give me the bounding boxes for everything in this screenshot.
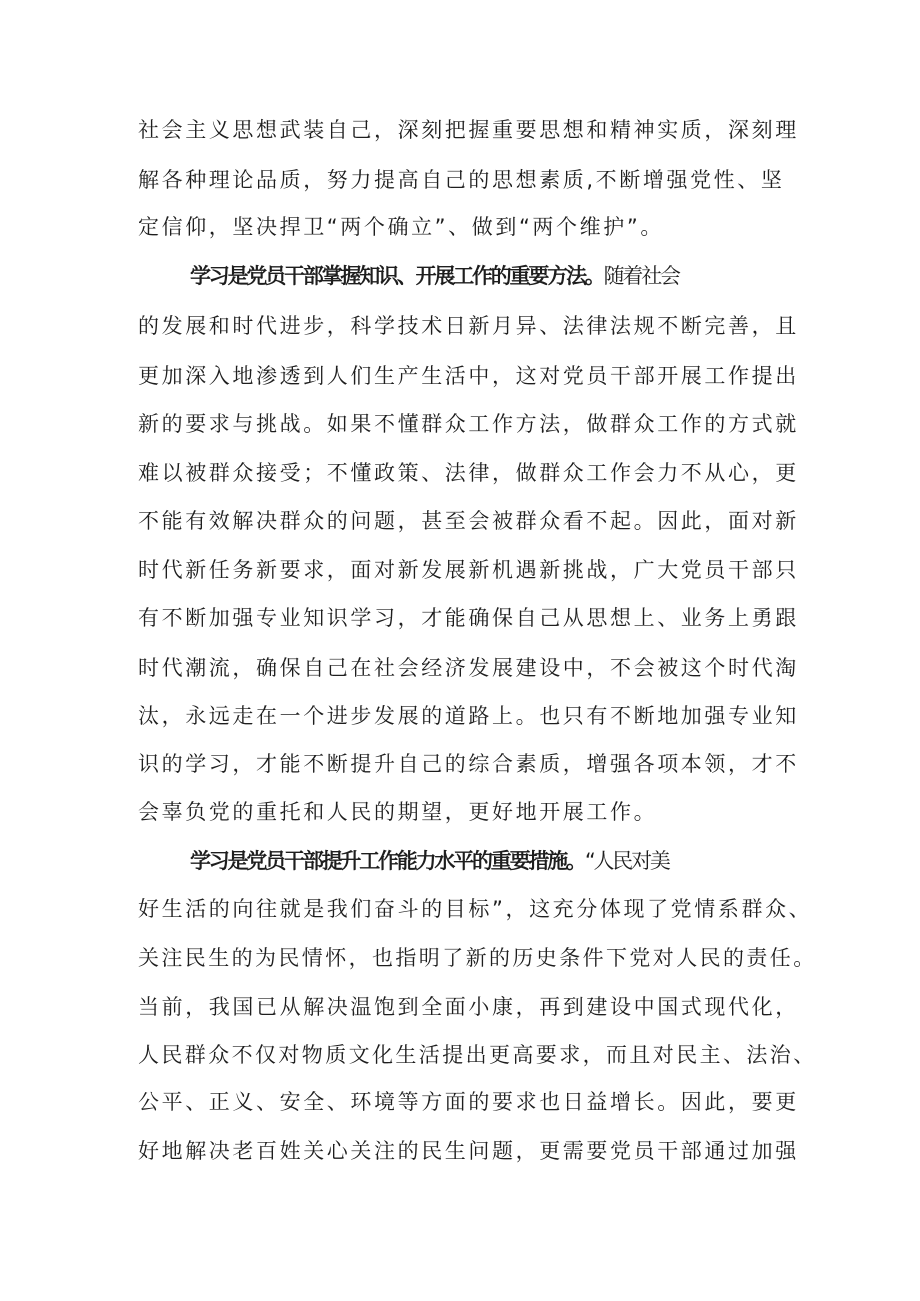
paragraph-line: 难以被群众接受；不懂政策、法律，做群众工作会力不从心，更 xyxy=(138,461,799,485)
paragraph-line: 解各种理论品质，努力提高自己的思想素质,不断增强党性、坚 xyxy=(138,168,785,192)
paragraph-line: 不能有效解决群众的问题，甚至会被群众看不起。因此，面对新 xyxy=(138,509,799,533)
paragraph-line: 有不断加强专业知识学习，才能确保自己从思想上、业务上勇跟 xyxy=(138,606,799,630)
paragraph-text: “人民对美 xyxy=(584,849,669,873)
paragraph-line: 会辜负党的重托和人民的期望，更好地开展工作。 xyxy=(138,800,658,824)
paragraph-line: 更加深入地渗透到人们生产生活中，这对党员干部开展工作提出 xyxy=(138,364,799,388)
paragraph-line: 公平、正义、安全、环境等方面的要求也日益增长。因此，要更 xyxy=(138,1090,799,1114)
paragraph-heading: 学习是党员干部掌握知识、开展工作的重要方法。 xyxy=(190,264,604,288)
paragraph-line: 定信仰，坚决捍卫“两个确立”、做到“两个维护”。 xyxy=(138,215,664,239)
paragraph-line: 时代新任务新要求，面对新发展新机遇新挑战，广大党员干部只 xyxy=(138,558,799,582)
paragraph-line: 好生活的向往就是我们奋斗的目标”，这充分体现了党情系群众、 xyxy=(138,897,813,921)
paragraph-first-line xyxy=(190,849,870,873)
paragraph-line: 汰，永远走在一个进步发展的道路上。也只有不断地加强专业知 xyxy=(138,704,799,728)
paragraph-line: 的发展和时代进步，科学技术日新月异、法律法规不断完善，且 xyxy=(138,314,799,338)
paragraph-text: 随着社会 xyxy=(603,264,679,288)
paragraph-line: 关注民生的为民情怀，也指明了新的历史条件下党对人民的责任。 xyxy=(138,946,817,970)
paragraph-heading: 学习是党员干部提升工作能力水平的重要措施。 xyxy=(190,849,585,873)
paragraph-line: 好地解决老百姓关心关注的民生问题，更需要党员干部通过加强 xyxy=(138,1139,799,1163)
paragraph-first-line xyxy=(190,264,870,288)
paragraph-line: 人民群众不仅对物质文化生活提出更高要求，而且对民主、法治、 xyxy=(138,1043,817,1067)
paragraph-line: 当前，我国已从解决温饱到全面小康，再到建设中国式现代化， xyxy=(138,995,799,1019)
paragraph-line: 时代潮流，确保自己在社会经济发展建设中，不会被这个时代淘 xyxy=(138,656,799,680)
paragraph-line: 识的学习，才能不断提升自己的综合素质，增强各项本领，才不 xyxy=(138,752,799,776)
paragraph-line: 社会主义思想武装自己，深刻把握重要思想和精神实质，深刻理 xyxy=(138,118,799,142)
paragraph-line: 新的要求与挑战。如果不懂群众工作方法，做群众工作的方式就 xyxy=(138,412,799,436)
